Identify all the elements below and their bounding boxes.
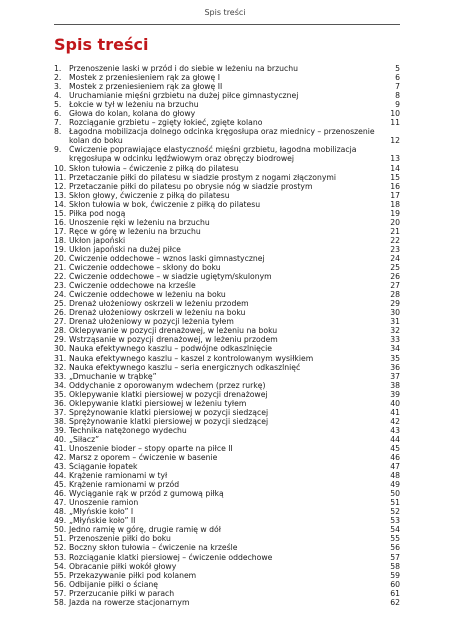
toc-entry[interactable]	[54, 589, 400, 598]
toc-entry[interactable]	[54, 227, 400, 236]
toc-entry-title: Mostek z przeniesieniem rąk za głowę II	[69, 82, 223, 92]
toc-entry-page-number: 11	[390, 118, 400, 128]
toc-entry[interactable]	[54, 516, 400, 525]
toc-entry[interactable]	[54, 263, 400, 272]
toc-entry[interactable]	[54, 173, 400, 182]
toc-entry-page-number: 57	[390, 552, 400, 562]
toc-entry-title: Drenaż ułożeniowy w pozycji leżenia tyłem	[69, 317, 234, 327]
toc-entry[interactable]	[54, 145, 400, 163]
toc-entry-title: Ściąganie łopatek	[69, 462, 138, 472]
toc-entry-number: 43.	[54, 462, 67, 472]
toc-entry-page-number: 28	[390, 290, 400, 300]
toc-entry-page-number: 23	[390, 244, 400, 254]
toc-entry-number: 24.	[54, 290, 67, 300]
page-title: Spis treści	[54, 35, 149, 54]
toc-entry-page-number: 41	[390, 407, 400, 417]
toc-entry-title: Nauka efektywnego kaszlu – seria energicznych odkaszlnięć	[69, 362, 301, 372]
toc-entry-number: 25.	[54, 299, 67, 309]
toc-entry-number: 28.	[54, 326, 67, 336]
toc-entry[interactable]	[54, 326, 400, 335]
toc-entry-title: Głowa do kolan, kolana do głowy	[69, 109, 196, 119]
toc-entry-page-number: 8	[395, 91, 400, 101]
toc-entry-title: Oddychanie z oporowanym wdechem (przez rurkę)	[69, 380, 266, 390]
toc-entry-title: Wstrząsanie w pozycji drenażowej, w leżeniu przodem	[69, 335, 278, 345]
toc-entry[interactable]	[54, 435, 400, 444]
toc-entry-title: Ćwiczenie oddechowe – skłony do boku	[69, 263, 221, 273]
toc-entry[interactable]	[54, 598, 400, 607]
toc-entry-number: 57.	[54, 588, 67, 598]
toc-entry-title: „Młyńskie koło” I	[69, 507, 134, 517]
toc-entry-page-number: 14	[390, 163, 400, 173]
toc-entry-number: 29.	[54, 335, 67, 345]
toc-entry-title: Ćwiczenie oddechowe – wznos laski gimnastycznej	[69, 253, 265, 263]
toc-entry[interactable]	[54, 534, 400, 543]
toc-entry[interactable]	[54, 417, 400, 426]
toc-entry[interactable]	[54, 390, 400, 399]
toc-entry-page-number: 61	[390, 588, 400, 598]
toc-entry-page-number: 53	[390, 516, 400, 526]
toc-entry-number: 18.	[54, 235, 67, 245]
toc-entry-number: 56.	[54, 579, 67, 589]
toc-entry-title: Ćwiczenie oddechowe w leżeniu na boku	[69, 290, 226, 300]
toc-entry-title: Skłon głowy, ćwiczenie z piłką do pilatesu	[69, 190, 230, 200]
toc-entry-number: 23.	[54, 281, 67, 291]
toc-entry-number: 21.	[54, 263, 67, 273]
toc-entry[interactable]	[54, 363, 400, 372]
toc-entry[interactable]	[54, 399, 400, 408]
toc-entry[interactable]	[54, 290, 400, 299]
toc-entry-title: Oklepywanie klatki piersiowej w leżeniu tyłem	[69, 398, 247, 408]
toc-entry-page-number: 54	[390, 525, 400, 535]
toc-entry-title: Przenoszenie piłki do boku	[69, 534, 171, 544]
toc-entry[interactable]	[54, 254, 400, 263]
toc-entry-number: 30.	[54, 344, 67, 354]
toc-entry-number: 51.	[54, 534, 67, 544]
toc-entry[interactable]	[54, 299, 400, 308]
toc-entry-title: Rozciąganie grzbietu – zgięty łokieć, zgięte kolano	[69, 118, 263, 128]
toc-entry-page-number: 38	[390, 380, 400, 390]
toc-entry-title: Piłka pod nogą	[69, 208, 126, 218]
toc-entry-number: 22.	[54, 272, 67, 282]
toc-entry-number: 39.	[54, 425, 67, 435]
toc-entry-page-number: 29	[390, 299, 400, 309]
toc-entry-page-number: 55	[390, 534, 400, 544]
toc-entry-page-number: 17	[390, 190, 400, 200]
toc-entry[interactable]	[54, 218, 400, 227]
toc-entry-number: 40.	[54, 434, 67, 444]
toc-entry-page-number: 26	[390, 272, 400, 282]
toc-entry-number: 13.	[54, 190, 67, 200]
toc-entry-title: „Młyńskie koło” II	[69, 516, 136, 526]
toc-entry-page-number: 58	[390, 561, 400, 571]
toc-entry-title: „Siłacz”	[69, 434, 100, 444]
toc-entry[interactable]	[54, 507, 400, 516]
toc-entry-title: Unoszenie ręki w leżeniu na brzuchu	[69, 217, 210, 227]
toc-entry-title: Mostek z przeniesieniem rąk za głowę I	[69, 73, 220, 83]
toc-entry[interactable]	[54, 281, 400, 290]
toc-entry-title: Ćwiczenie oddechowe – w siadzie ugiętym/skulonym	[69, 272, 272, 282]
toc-entry[interactable]	[54, 200, 400, 209]
toc-entry[interactable]	[54, 372, 400, 381]
toc-entry-number: 49.	[54, 516, 67, 526]
toc-entry-title: Sprężynowanie klatki piersiowej w pozycji siedzącej	[69, 416, 269, 426]
toc-entry-page-number: 19	[390, 208, 400, 218]
toc-entry-page-number: 46	[390, 453, 400, 463]
toc-entry-number: 38.	[54, 416, 67, 426]
toc-entry-title: Krążenie ramionami w tył	[69, 471, 168, 481]
toc-entry[interactable]	[54, 82, 400, 91]
toc-entry-page-number: 39	[390, 389, 400, 399]
toc-entry-number: 14.	[54, 199, 67, 209]
toc-entry[interactable]	[54, 489, 400, 498]
toc-entry-number: 15.	[54, 208, 67, 218]
toc-entry[interactable]	[54, 73, 400, 82]
toc-entry-number: 17.	[54, 226, 67, 236]
toc-entry-page-number: 34	[390, 344, 400, 354]
toc-entry-number: 4.	[54, 91, 62, 101]
toc-entry-title: Krążenie ramionami w przód	[69, 480, 180, 490]
toc-entry-page-number: 33	[390, 335, 400, 345]
toc-entry[interactable]	[54, 182, 400, 191]
toc-entry-title: Ręce w górę w leżeniu na brzuchu	[69, 226, 201, 236]
toc-entry-number: 20.	[54, 253, 67, 263]
toc-entry-title: Marsz z oporem – ćwiczenie w basenie	[69, 453, 218, 463]
toc-entry[interactable]	[54, 498, 400, 507]
toc-entry-title: Rozciąganie klatki piersiowej – ćwiczenie oddechowe	[69, 552, 273, 562]
toc-entry-number: 50.	[54, 525, 67, 535]
toc-entry-title: Przekazywanie piłki pod kolanem	[69, 570, 197, 580]
toc-entry-number: 1.	[54, 64, 62, 73]
toc-entry-title: „Dmuchanie w trąbkę”	[69, 371, 157, 381]
toc-entry-title: Drenaż ułożeniowy oskrzeli w leżeniu przodem	[69, 299, 249, 309]
toc-entry-title: Obracanie piłki wokół głowy	[69, 561, 177, 571]
toc-entry-page-number: 31	[390, 317, 400, 327]
toc-entry-title: Łagodna mobilizacja dolnego odcinka kręgosłupa oraz miednicy – przenoszenie kolan do boku	[69, 127, 375, 146]
toc-entry-page-number: 45	[390, 443, 400, 453]
toc-entry-page-number: 62	[390, 597, 400, 607]
toc-entry-number: 55.	[54, 570, 67, 580]
toc-entry-page-number: 59	[390, 570, 400, 580]
toc-entry-page-number: 20	[390, 217, 400, 227]
toc-entry-page-number: 7	[395, 82, 400, 92]
toc-entry-number: 47.	[54, 498, 67, 508]
toc-entry[interactable]	[54, 553, 400, 562]
toc-entry-title: Łokcie w tył w leżeniu na brzuchu	[69, 100, 199, 110]
toc-entry[interactable]	[54, 335, 400, 344]
toc-entry-number: 7.	[54, 118, 62, 128]
toc-entry[interactable]	[54, 209, 400, 218]
toc-entry-page-number: 51	[390, 498, 400, 508]
toc-entry[interactable]	[54, 191, 400, 200]
toc-entry-number: 36.	[54, 398, 67, 408]
toc-entry-page-number: 43	[390, 425, 400, 435]
toc-entry-number: 19.	[54, 244, 67, 254]
table-of-contents	[54, 64, 400, 607]
toc-entry-number: 35.	[54, 389, 67, 399]
toc-entry-number: 9.	[54, 145, 62, 155]
toc-entry-title: Przetaczanie piłki do pilatesu po obrysie nóg w siadzie prostym	[69, 181, 313, 191]
toc-entry-number: 3.	[54, 82, 62, 92]
toc-entry[interactable]	[54, 109, 400, 118]
toc-entry-title: Przetaczanie piłki do pilatesu w siadzie prostym z nogami złączonymi	[69, 172, 337, 182]
toc-entry-number: 34.	[54, 380, 67, 390]
toc-entry-page-number: 27	[390, 281, 400, 291]
toc-entry[interactable]	[54, 272, 400, 281]
toc-entry-title: Ukłon japoński na dużej piłce	[69, 244, 181, 254]
toc-entry-title: Nauka efektywnego kaszlu – kaszel z kontrolowanym wysiłkiem	[69, 353, 314, 363]
toc-entry-page-number: 32	[390, 326, 400, 336]
toc-entry-number: 5.	[54, 100, 62, 110]
toc-entry-title: Sprężynowanie klatki piersiowej w pozycji siedzącej	[69, 407, 269, 417]
toc-entry-page-number: 37	[390, 371, 400, 381]
toc-entry-page-number: 10	[390, 109, 400, 119]
toc-entry-number: 32.	[54, 362, 67, 372]
toc-entry-number: 48.	[54, 507, 67, 517]
toc-entry[interactable]	[54, 344, 400, 353]
toc-entry-number: 41.	[54, 443, 67, 453]
toc-entry-number: 37.	[54, 407, 67, 417]
toc-entry[interactable]	[54, 164, 400, 173]
toc-entry-number: 33.	[54, 371, 67, 381]
toc-entry-page-number: 12	[390, 136, 400, 146]
toc-entry[interactable]	[54, 245, 400, 254]
toc-entry-page-number: 48	[390, 471, 400, 481]
toc-entry[interactable]	[54, 236, 400, 245]
toc-entry-title: Ukłon japoński	[69, 235, 126, 245]
header-rule	[54, 24, 400, 25]
toc-entry-title: Ćwiczenie oddechowe na krześle	[69, 281, 196, 291]
toc-entry-page-number: 60	[390, 579, 400, 589]
toc-entry-page-number: 42	[390, 416, 400, 426]
toc-entry-title: Skłon tułowia w bok, ćwiczenie z piłką do pilatesu	[69, 199, 261, 209]
toc-entry-page-number: 35	[390, 353, 400, 363]
toc-entry[interactable]	[54, 562, 400, 571]
toc-entry-title: Jedno ramię w górę, drugie ramię w dół	[69, 525, 221, 535]
toc-entry[interactable]	[54, 453, 400, 462]
toc-entry-number: 11.	[54, 172, 67, 182]
toc-entry[interactable]	[54, 580, 400, 589]
toc-entry-number: 8.	[54, 127, 62, 137]
toc-entry-title: Boczny skłon tułowia – ćwiczenie na krześle	[69, 543, 238, 553]
toc-entry-number: 27.	[54, 317, 67, 327]
toc-entry-number: 42.	[54, 453, 67, 463]
toc-entry-title: Skłon tułowia – ćwiczenie z piłką do pilatesu	[69, 163, 239, 173]
toc-entry-title: Odbijanie piłki o ścianę	[69, 579, 159, 589]
toc-entry-page-number: 15	[390, 172, 400, 182]
toc-entry-number: 46.	[54, 489, 67, 499]
toc-entry-title: Unoszenie ramion	[69, 498, 139, 508]
toc-entry-number: 31.	[54, 353, 67, 363]
toc-entry[interactable]	[54, 462, 400, 471]
toc-entry-title: Nauka efektywnego kaszlu – podwójne odkaszlnięcie	[69, 344, 272, 354]
toc-entry-page-number: 49	[390, 480, 400, 490]
toc-entry[interactable]	[54, 571, 400, 580]
toc-entry[interactable]	[54, 426, 400, 435]
toc-entry-page-number: 36	[390, 362, 400, 372]
toc-entry-number: 44.	[54, 471, 67, 481]
toc-entry[interactable]	[54, 444, 400, 453]
toc-entry-page-number: 18	[390, 199, 400, 209]
toc-entry-title: Jazda na rowerze stacjonarnym	[69, 597, 190, 607]
toc-entry-title: Drenaż ułożeniowy oskrzeli w leżeniu na boku	[69, 308, 246, 318]
toc-entry-number: 12.	[54, 181, 67, 191]
toc-entry[interactable]	[54, 308, 400, 317]
toc-entry-page-number: 9	[395, 100, 400, 110]
toc-entry-number: 26.	[54, 308, 67, 318]
toc-entry-title: Przerzucanie piłki w parach	[69, 588, 175, 598]
toc-entry-title: Przenoszenie laski w przód i do siebie w leżeniu na brzuchu	[69, 64, 298, 73]
toc-entry-title: Technika natężonego wydechu	[69, 425, 187, 435]
toc-entry-number: 6.	[54, 109, 62, 119]
toc-entry-page-number: 13	[390, 154, 400, 164]
toc-entry-title: Oklepywanie klatki piersiowej w pozycji drenażowej	[69, 389, 268, 399]
toc-entry[interactable]	[54, 354, 400, 363]
toc-entry-number: 58.	[54, 597, 67, 607]
toc-entry-number: 16.	[54, 217, 67, 227]
toc-entry[interactable]	[54, 471, 400, 480]
toc-entry[interactable]	[54, 525, 400, 534]
toc-entry-page-number: 47	[390, 462, 400, 472]
toc-entry-title: Wyciąganie rąk w przód z gumową piłką	[69, 489, 224, 499]
toc-entry-page-number: 40	[390, 398, 400, 408]
toc-entry[interactable]	[54, 480, 400, 489]
toc-entry-title: Unoszenie bioder – stopy oparte na piłce II	[69, 443, 233, 453]
toc-entry-page-number: 22	[390, 235, 400, 245]
toc-entry-number: 54.	[54, 561, 67, 571]
toc-entry[interactable]	[54, 118, 400, 127]
running-header: Spis treści	[204, 8, 246, 17]
toc-entry-page-number: 56	[390, 543, 400, 553]
toc-entry-number: 53.	[54, 552, 67, 562]
toc-entry-page-number: 25	[390, 263, 400, 273]
toc-entry-number: 52.	[54, 543, 67, 553]
toc-entry-number: 10.	[54, 163, 67, 173]
toc-entry-page-number: 16	[390, 181, 400, 191]
toc-entry[interactable]	[54, 91, 400, 100]
toc-entry-title: Uruchamianie mięśni grzbietu na dużej piłce gimnastycznej	[69, 91, 299, 101]
toc-entry-page-number: 52	[390, 507, 400, 517]
toc-entry[interactable]	[54, 381, 400, 390]
toc-entry-page-number: 5	[395, 64, 400, 73]
toc-entry-title: Ćwiczenie poprawiające elastyczność mięśni grzbietu, łagodna mobilizacja kręgosłupa w odcinku lędźwiowym oraz obręczy biodrowej	[69, 145, 357, 164]
toc-entry-page-number: 44	[390, 434, 400, 444]
toc-entry-number: 45.	[54, 480, 67, 490]
toc-entry[interactable]	[54, 408, 400, 417]
toc-entry-page-number: 30	[390, 308, 400, 318]
toc-entry[interactable]	[54, 100, 400, 109]
toc-entry-number: 2.	[54, 73, 62, 83]
toc-entry-page-number: 6	[395, 73, 400, 83]
toc-entry[interactable]	[54, 64, 400, 73]
toc-entry[interactable]	[54, 543, 400, 552]
toc-entry-page-number: 50	[390, 489, 400, 499]
toc-entry-page-number: 24	[390, 253, 400, 263]
toc-entry[interactable]	[54, 317, 400, 326]
toc-entry-title: Oklepywanie w pozycji drenażowej, w leżeniu na boku	[69, 326, 278, 336]
toc-entry[interactable]	[54, 127, 400, 145]
toc-entry-page-number: 21	[390, 226, 400, 236]
